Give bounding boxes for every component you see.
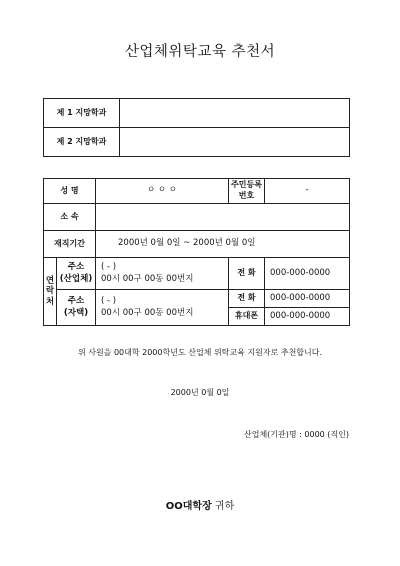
company-address-label (57, 258, 96, 290)
department-choice-table (43, 98, 350, 157)
applicant-info-table (43, 178, 350, 326)
signature-line: 산업체(기관)명 : 0000 (직인) (244, 430, 349, 439)
company-phone-value[interactable]: 000-000-0000 (265, 258, 350, 290)
name-value[interactable]: ㅇ ㅇ ㅇ (96, 179, 229, 204)
id-number-value[interactable]: - (265, 179, 350, 204)
first-choice-field[interactable] (120, 99, 350, 128)
affiliation-value[interactable] (96, 204, 350, 231)
second-choice-field[interactable] (120, 128, 350, 157)
company-address-text: 00시 00구 00동 00번지 (101, 273, 194, 284)
home-address-label-line2: (자택) (63, 307, 89, 318)
company-phone-label: 전 화 (229, 258, 265, 290)
contact-label-text: 연락처 (45, 275, 55, 307)
document-title: 산업체위탁교육 추천서 (124, 44, 276, 60)
affiliation-label: 소 속 (44, 204, 96, 231)
mobile-label: 휴대폰 (229, 308, 265, 326)
id-number-label: 주민등록번호 (229, 179, 265, 204)
recipient-line (0, 497, 400, 512)
home-address-label (57, 290, 96, 326)
contact-label (44, 258, 57, 326)
issue-date: 2000년 0월 0일 (170, 388, 230, 397)
first-choice-label: 제 1 지망학과 (44, 99, 120, 128)
home-phone-value[interactable]: 000-000-0000 (265, 290, 350, 308)
home-phone-label: 전 화 (229, 290, 265, 308)
name-label: 성 명 (44, 179, 96, 204)
home-address-label-line1: 주소 (67, 296, 85, 307)
second-choice-label: 제 2 지망학과 (44, 128, 120, 157)
recipient-name: OO대학장 (165, 501, 212, 512)
home-address-text: 00시 00구 00동 00번지 (101, 307, 194, 318)
home-address-field[interactable] (96, 290, 229, 326)
tenure-value[interactable]: 2000년 0월 0일 ~ 2000년 0월 0일 (96, 231, 350, 258)
company-postal-code: ( - ) (101, 262, 117, 273)
recipient-suffix: 귀하 (214, 501, 235, 512)
company-address-label-line1: 주소 (67, 262, 85, 273)
recommendation-statement: 위 사원을 00대학 2000학년도 산업체 위탁교육 지원자로 추천합니다. (77, 348, 323, 357)
home-postal-code: ( - ) (101, 296, 117, 307)
tenure-label: 재직기간 (44, 231, 96, 258)
company-address-field[interactable] (96, 258, 229, 290)
mobile-value[interactable]: 000-000-0000 (265, 308, 350, 326)
company-address-label-line2: (산업체) (59, 273, 93, 284)
